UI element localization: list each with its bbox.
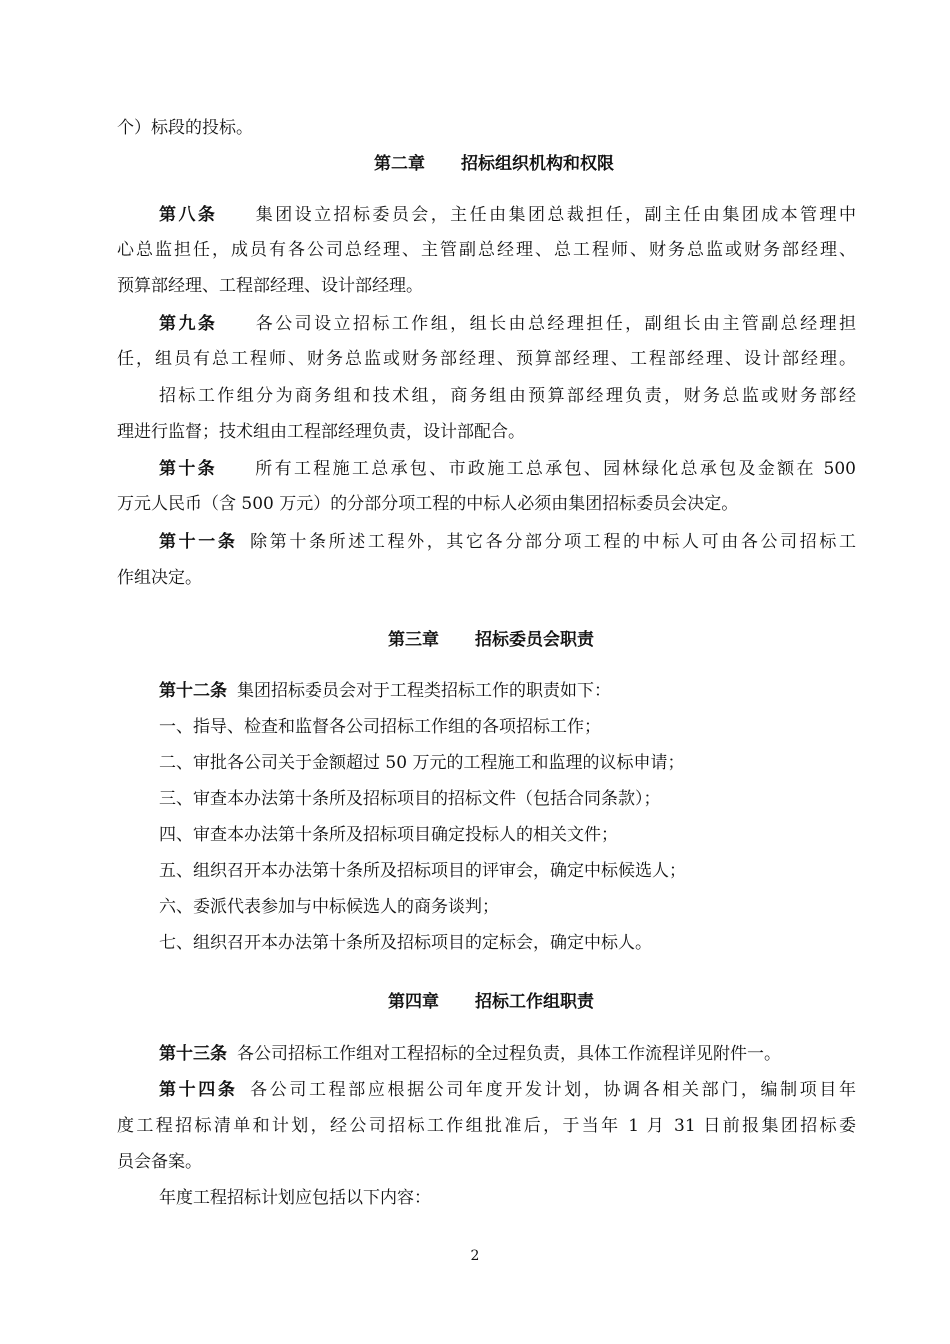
list-item: 三、审查本办法第十条所及招标项目的招标文件（包括合同条款）； [159, 789, 661, 809]
paragraph-line: 度工程招标清单和计划，经公司招标工作组批准后，于当年 1 月 31 日前报集团招标委 [117, 1116, 856, 1136]
paragraph-line: 招标工作组分为商务组和技术组，商务组由预算部经理负责，财务总监或财务部经 [159, 386, 856, 406]
chapter-heading-3 [388, 628, 594, 652]
article-10-line-1 [159, 457, 856, 481]
list-item: 五、组织召开本办法第十条所及招标项目的评审会，确定中标候选人； [159, 861, 686, 881]
paragraph-line: 预算部经理、工程部经理、设计部经理。 [117, 276, 423, 296]
list-item: 一、指导、检查和监督各公司招标工作组的各项招标工作； [159, 717, 601, 737]
paragraph-line: 年度工程招标计划应包括以下内容： [159, 1188, 431, 1208]
article-label: 第十二条 [159, 681, 227, 701]
article-9-line-1 [159, 312, 856, 336]
paragraph-line: 个）标段的投标。 [117, 118, 253, 138]
list-item: 四、审查本办法第十条所及招标项目确定投标人的相关文件； [159, 825, 618, 845]
article-14-line-1 [159, 1078, 856, 1102]
paragraph-line: 心总监担任，成员有各公司总经理、主管副总经理、总工程师、财务总监或财务部经理、 [117, 240, 856, 260]
article-text: 集团设立招标委员会，主任由集团总裁担任，副主任由集团成本管理中 [253, 205, 857, 225]
paragraph-line: 员会备案。 [117, 1152, 202, 1172]
chapter-number: 第二章 [374, 154, 425, 174]
article-text: 各公司工程部应根据公司年度开发计划，协调各相关部门，编制项目年 [247, 1080, 856, 1100]
article-label: 第八条 [159, 205, 218, 225]
chapter-heading-2 [374, 152, 614, 176]
article-text: 各公司设立招标工作组，组长由总经理担任，副组长由主管副总经理担 [253, 314, 857, 334]
paragraph-line: 理进行监督；技术组由工程部经理负责，设计部配合。 [117, 422, 525, 442]
article-label: 第十四条 [159, 1080, 238, 1100]
article-text: 集团招标委员会对于工程类招标工作的职责如下： [237, 681, 611, 701]
list-item: 二、审批各公司关于金额超过 50 万元的工程施工和监理的议标申请； [159, 753, 685, 773]
article-text: 各公司招标工作组对工程招标的全过程负责，具体工作流程详见附件一。 [237, 1044, 781, 1064]
chapter-title: 招标委员会职责 [475, 630, 594, 650]
list-item: 六、委派代表参加与中标候选人的商务谈判； [159, 897, 499, 917]
article-13-line-1 [159, 1042, 856, 1066]
paragraph-line: 任，组员有总工程师、财务总监或财务部经理、预算部经理、工程部经理、设计部经理。 [117, 349, 856, 369]
chapter-title: 招标工作组职责 [475, 992, 594, 1012]
article-text: 除第十条所述工程外，其它各分部分项工程的中标人可由各公司招标工 [247, 532, 856, 552]
list-item: 七、组织召开本办法第十条所及招标项目的定标会，确定中标人。 [159, 933, 652, 953]
article-8-line-1 [159, 203, 856, 227]
page-number: 2 [470, 1248, 480, 1264]
chapter-number: 第三章 [388, 630, 439, 650]
article-12-line-1 [159, 679, 856, 703]
paragraph-line: 万元人民币（含 500 万元）的分部分项工程的中标人必须由集团招标委员会决定。 [117, 494, 739, 514]
article-label: 第十条 [159, 459, 217, 479]
article-label: 第九条 [159, 314, 218, 334]
article-label: 第十一条 [159, 532, 238, 552]
article-11-line-1 [159, 530, 856, 554]
article-label: 第十三条 [159, 1044, 227, 1064]
chapter-title: 招标组织机构和权限 [461, 154, 614, 174]
article-text: 所有工程施工总承包、市政施工总承包、园林绿化总承包及金额在 500 [252, 459, 856, 479]
paragraph-line: 作组决定。 [117, 568, 202, 588]
chapter-number: 第四章 [388, 992, 439, 1012]
chapter-heading-4 [388, 990, 594, 1014]
